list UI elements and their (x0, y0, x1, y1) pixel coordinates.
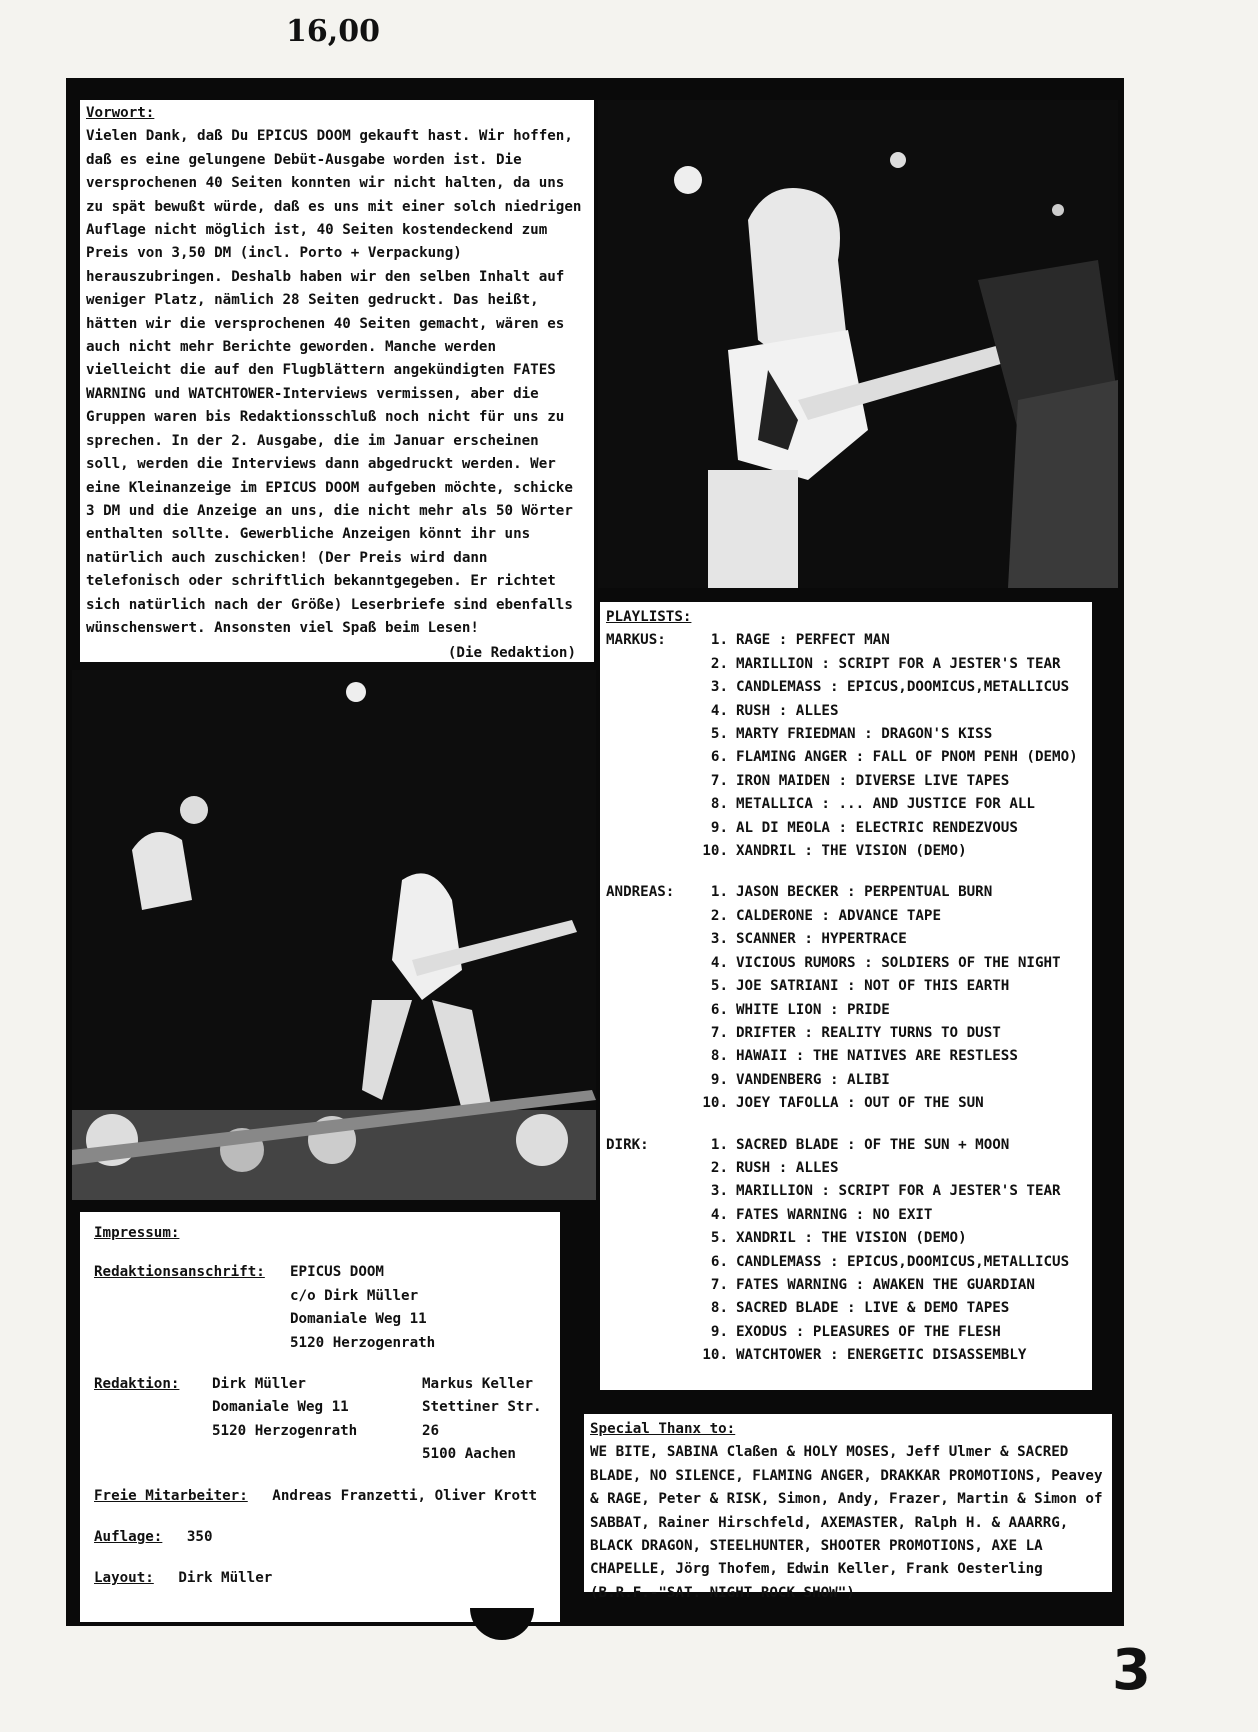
playlist-item-number: 3. (710, 1183, 728, 1200)
playlist-item-number: 7. (710, 1024, 728, 1041)
playlist-item-text: MARILLION : SCRIPT FOR A JESTER'S TEAR (736, 655, 1061, 672)
playlist-item-text: HAWAII : THE NATIVES ARE RESTLESS (736, 1048, 1018, 1065)
address-line: c/o Dirk Müller (290, 1287, 419, 1304)
playlist-item (702, 1274, 1092, 1297)
playlist-item (702, 629, 1092, 652)
playlist-item (702, 676, 1092, 699)
playlist-owner: ANDREAS: (606, 884, 675, 901)
person-line: 5100 Aachen (422, 1446, 516, 1463)
page-number: 3 (1112, 1638, 1151, 1703)
playlist-item-text: METALLICA : ... AND JUSTICE FOR ALL (736, 796, 1035, 813)
playlists-groups (606, 629, 1092, 1367)
decorative-half-circle (470, 1608, 534, 1640)
vorwort-heading: Vorwort: (86, 105, 155, 121)
playlist-item (702, 952, 1092, 975)
playlist-item-text: VANDENBERG : ALIBI (736, 1071, 890, 1088)
playlist-item-number: 6. (710, 1253, 728, 1270)
playlist-item-number: 7. (710, 1276, 728, 1293)
address-label: Redaktionsanschrift: (94, 1264, 265, 1281)
playlist-item-text: MARTY FRIEDMAN : DRAGON'S KISS (736, 726, 993, 743)
playlist-item (702, 1045, 1092, 1068)
playlist-item-number: 5. (710, 726, 728, 743)
freie-row (94, 1485, 546, 1508)
playlist-item-text: CANDLEMASS : EPICUS,DOOMICUS,METALLICUS (736, 1253, 1070, 1270)
address-block (290, 1261, 546, 1355)
playlist-item-number: 8. (710, 1300, 728, 1317)
playlist-item (702, 1180, 1092, 1203)
playlist-group (606, 629, 1092, 863)
playlist-item (702, 1297, 1092, 1320)
layout-label: Layout: (94, 1570, 154, 1587)
playlists-heading: PLAYLISTS: (606, 609, 692, 625)
playlist-item (702, 999, 1092, 1022)
playlist-item-text: FATES WARNING : AWAKEN THE GUARDIAN (736, 1276, 1035, 1293)
playlist-item (702, 1344, 1092, 1367)
playlist-item-number: 10. (702, 843, 728, 860)
redaktion-row (94, 1373, 546, 1467)
playlist-item-text: XANDRIL : THE VISION (DEMO) (736, 1230, 967, 1247)
playlist-item-text: WHITE LION : PRIDE (736, 1001, 890, 1018)
person-line: Markus Keller (422, 1376, 534, 1393)
concert-photo-bassist (72, 670, 596, 1200)
playlist-item (702, 723, 1092, 746)
vorwort-signature: (Die Redaktion) (447, 645, 576, 662)
playlist-items (702, 629, 1092, 863)
playlist-owner: MARKUS: (606, 632, 666, 649)
playlist-item-number: 2. (710, 907, 728, 924)
playlist-item-text: RAGE : PERFECT MAN (736, 632, 890, 649)
playlist-item-number: 4. (710, 702, 728, 719)
playlist-item-text: CANDLEMASS : EPICUS,DOOMICUS,METALLICUS (736, 679, 1070, 696)
playlist-item-number: 1. (710, 884, 728, 901)
guitarist-illustration (598, 100, 1118, 588)
playlist-item-number: 8. (710, 796, 728, 813)
playlist-item-number: 8. (710, 1048, 728, 1065)
playlist-item-number: 6. (710, 1001, 728, 1018)
concert-photo-guitarist (598, 100, 1118, 588)
playlist-item-number: 2. (710, 655, 728, 672)
playlist-item-text: CALDERONE : ADVANCE TAPE (736, 907, 941, 924)
playlist-item (702, 975, 1092, 998)
playlist-group (606, 881, 1092, 1115)
playlist-item-text: SCANNER : HYPERTRACE (736, 931, 907, 948)
layout-row (94, 1567, 546, 1590)
playlist-item-text: RUSH : ALLES (736, 702, 839, 719)
playlist-item-number: 4. (710, 954, 728, 971)
playlist-item-text: RUSH : ALLES (736, 1159, 839, 1176)
address-line: 5120 Herzogenrath (290, 1334, 436, 1351)
playlist-item (702, 928, 1092, 951)
playlist-item (702, 817, 1092, 840)
playlist-item (702, 1321, 1092, 1344)
playlist-item-text: AL DI MEOLA : ELECTRIC RENDEZVOUS (736, 819, 1018, 836)
freie-value: Andreas Franzetti, Oliver Krott (272, 1487, 538, 1504)
playlist-item (702, 1134, 1092, 1157)
playlist-item (702, 1204, 1092, 1227)
playlist-item-number: 5. (710, 1230, 728, 1247)
price-note: 16,00 (286, 14, 380, 49)
bassist-illustration (72, 670, 596, 1200)
address-line: Domaniale Weg 11 (290, 1311, 427, 1328)
playlist-item-number: 4. (710, 1206, 728, 1223)
playlist-group (606, 1134, 1092, 1368)
person-line: Stettiner Str. 26 (422, 1399, 542, 1439)
playlist-item-number: 5. (710, 978, 728, 995)
playlist-item-text: JOEY TAFOLLA : OUT OF THE SUN (736, 1095, 984, 1112)
playlist-item-text: XANDRIL : THE VISION (DEMO) (736, 843, 967, 860)
person-line: Domaniale Weg 11 (212, 1399, 349, 1416)
playlist-items (702, 881, 1092, 1115)
impressum-box (80, 1212, 560, 1622)
playlist-item-number: 10. (702, 1347, 728, 1364)
playlist-item-text: SACRED BLADE : LIVE & DEMO TAPES (736, 1300, 1010, 1317)
playlist-item (702, 770, 1092, 793)
playlist-item-text: SACRED BLADE : OF THE SUN + MOON (736, 1136, 1010, 1153)
playlist-item (702, 905, 1092, 928)
playlist-item (702, 1227, 1092, 1250)
playlist-item (702, 700, 1092, 723)
thanx-box (584, 1414, 1112, 1601)
playlist-item (702, 1157, 1092, 1180)
person-line: Dirk Müller (212, 1376, 306, 1393)
playlists-box (600, 602, 1092, 1390)
playlist-item-number: 9. (710, 1323, 728, 1340)
playlist-item-text: VICIOUS RUMORS : SOLDIERS OF THE NIGHT (736, 954, 1061, 971)
freie-label: Freie Mitarbeiter: (94, 1487, 248, 1504)
playlist-item-number: 9. (710, 819, 728, 836)
redaktion-person-1 (212, 1373, 422, 1467)
playlist-item-number: 1. (710, 1136, 728, 1153)
playlist-item (702, 1092, 1092, 1115)
playlist-item-number: 10. (702, 1095, 728, 1112)
playlist-item-number: 9. (710, 1071, 728, 1088)
playlist-item-text: JOE SATRIANI : NOT OF THIS EARTH (736, 978, 1010, 995)
playlist-item-number: 3. (710, 931, 728, 948)
playlist-item-number: 7. (710, 772, 728, 789)
playlist-item-number: 6. (710, 749, 728, 766)
playlist-items (702, 1134, 1092, 1368)
vorwort-box (80, 100, 594, 662)
layout-value: Dirk Müller (178, 1570, 273, 1587)
playlist-item (702, 1251, 1092, 1274)
playlist-item-text: FLAMING ANGER : FALL OF PNOM PENH (DEMO) (736, 749, 1078, 766)
playlist-item-text: DRIFTER : REALITY TURNS TO DUST (736, 1024, 1001, 1041)
playlist-item (702, 746, 1092, 769)
thanx-text: WE BITE, SABINA Claßen & HOLY MOSES, Jeff Ulmer & SACRED BLADE, NO SILENCE, FLAMING ANGER, DRAKKAR PROMOTIONS, Peavey & RAGE, Peter & RISK, Simon, Andy, Frazer, Martin & Simon of SABBAT, Rainer Hirschfeld, AXEMASTER, Ralph H. & AAARRG, BLACK DRAGON, STEELHUNTER, SHOOTER PROMOTIONS, AXE LA CHAPELLE, Jörg Thofem, Edwin Keller, Frank Oesterling (B.R.F.-"SAT. NIGHT ROCK SHOW") (590, 1444, 1103, 1601)
playlist-item-number: 2. (710, 1159, 728, 1176)
playlist-item (702, 840, 1092, 863)
playlist-item-text: WATCHTOWER : ENERGETIC DISASSEMBLY (736, 1347, 1027, 1364)
playlist-item-text: JASON BECKER : PERPENTUAL BURN (736, 884, 993, 901)
playlist-item-text: MARILLION : SCRIPT FOR A JESTER'S TEAR (736, 1183, 1061, 1200)
vorwort-text: Vielen Dank, daß Du EPICUS DOOM gekauft hast. Wir hoffen, daß es eine gelungene Debüt-Ausgabe worden ist. Die versprochenen 40 Seiten konnten wir nicht halten, da uns zu spät bewußt würde, daß es uns mit einer solch niedrigen Auflage nicht möglich ist, 40 Seiten kostendeckend zum Preis von 3,50 DM (incl. Porto + Verpackung) herauszubringen. Deshalb haben wir den selben Inhalt auf weniger Platz, nämlich 28 Seiten gedruckt. Das heißt, hätten wir die versprochenen 40 Seiten gemacht, wären es auch nicht mehr Berichte geworden. Manche werden vielleicht die auf den Flugblättern angekündigten FATES WARNING und WATCHTOWER-Interviews vermissen, aber die Gruppen waren bis Redaktionsschluß noch nicht für uns zu sprechen. In der 2. Ausgabe, die im Januar erscheinen soll, werden die Interviews dann abgedruckt werden. Wer eine Kleinanzeige im EPICUS DOOM aufgeben möchte, schicke 3 DM und die Anzeige an uns, die nicht mehr als 50 Wörter enthalten sollte. Gewerbliche Anzeigen könnt ihr uns natürlich auch zuschicken! (Der Preis wird dann telefonisch oder schriftlich bekanntgegeben. Er richtet sich natürlich nach der Größe) Leserbriefe sind ebenfalls wünschenswert. Ansonsten viel Spaß beim Lesen! (86, 128, 582, 636)
auflage-value: 350 (186, 1529, 213, 1546)
playlist-owner: DIRK: (606, 1136, 649, 1153)
playlist-item-text: IRON MAIDEN : DIVERSE LIVE TAPES (736, 772, 1010, 789)
auflage-row (94, 1526, 546, 1549)
playlist-item-number: 1. (710, 632, 728, 649)
thanx-heading: Special Thanx to: (590, 1421, 736, 1437)
playlist-item (702, 653, 1092, 676)
playlist-item (702, 1022, 1092, 1045)
playlist-item (702, 881, 1092, 904)
playlist-item-text: FATES WARNING : NO EXIT (736, 1206, 933, 1223)
playlist-item-text: EXODUS : PLEASURES OF THE FLESH (736, 1323, 1001, 1340)
impressum-heading: Impressum: (94, 1225, 180, 1241)
address-row (94, 1261, 546, 1355)
playlist-item (702, 793, 1092, 816)
playlist-item-number: 3. (710, 679, 728, 696)
playlist-item (702, 1069, 1092, 1092)
person-line: 5120 Herzogenrath (212, 1422, 358, 1439)
address-line: EPICUS DOOM (290, 1264, 384, 1281)
redaktion-label: Redaktion: (94, 1376, 180, 1393)
redaktion-person-2 (422, 1373, 546, 1467)
auflage-label: Auflage: (94, 1529, 163, 1546)
